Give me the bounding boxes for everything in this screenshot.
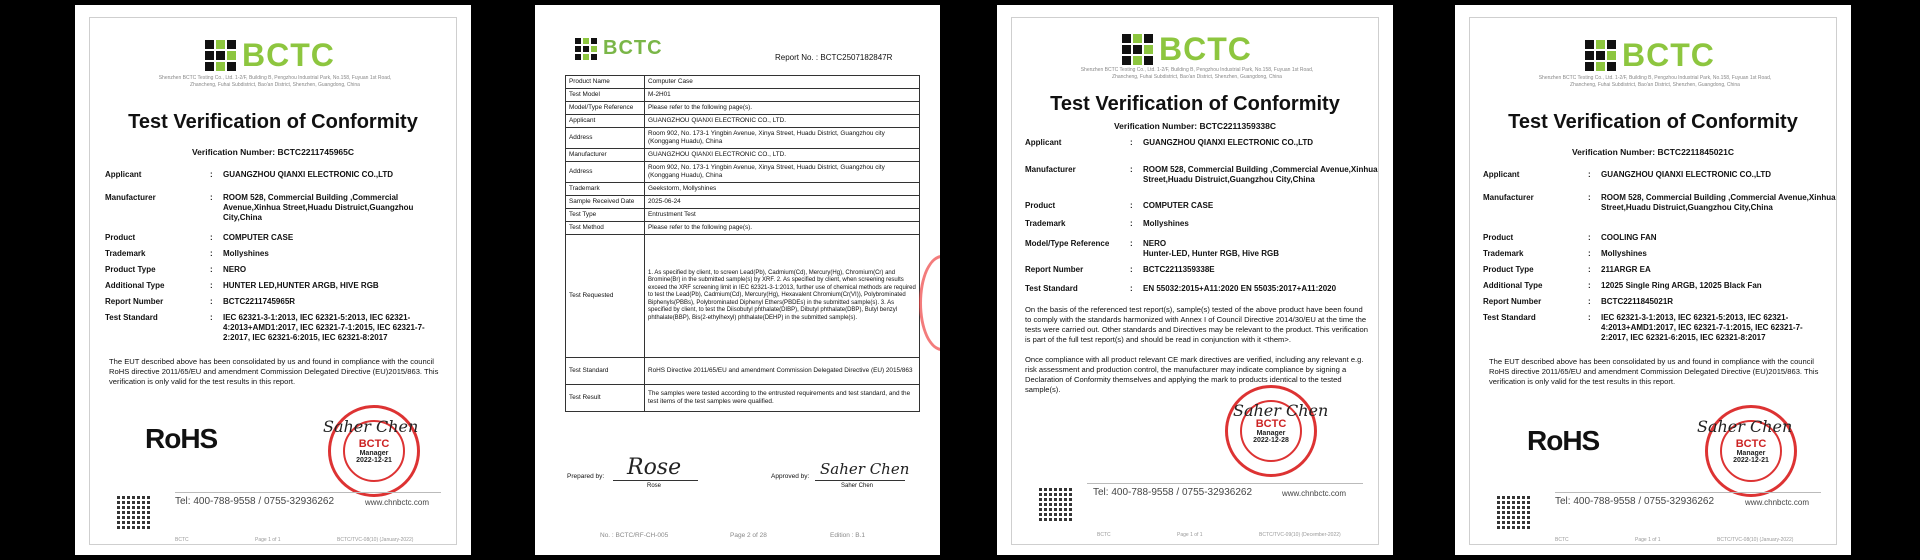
certificate-ce-computer-case: BCTC Shenzhen BCTC Testing Co., Ltd. 1-2/F, Building B, Pengzhou Industrial Park, No.158, Fuyuan 1st Road, Zhancheng, Fuhai Subdistrict, Bao'an District, Shenzhen, Guangdong, China Test Verification of Conformity Verification Number: BCTC2211359338C Applicant : GUANGZHOU QIANXI ELECTRONIC CO.,LTD Manufacturer : ROOM 528, Commercial Building ,Commercial Avenue,Xinhua Street,Huadu Distruict,Guangzhou City,China Product : COMPUTER CASE Trademark : Mollyshines Model/Type Reference : NERO Hunter-LED, Hunter RGB, Hive RGB Report Number : BCTC2211359338E Test Standard : EN 55032:2015+A11:2020 EN 55035:2017+A11:2020 On the basis of the referenced test report(s), sample(s) tested of the above product have been found to comply with the standards harmonized with Annex I of Council Directive 2014/30/EU at the time the tests were carried out. Other standards and Directives may be relevant to the product. This verification is part of the full test report(s) and should be read in conjunction with it <them>. Once compliance with all product relevant CE mark directives are verified, including any relevant e.g. risk assessment and production control, the manufacturer may indicate compliance by signing a Declaration of Conformity themselves and applying the mark to products identical to the tested sample(s). BCTC Manager 2022-12-28 Saher Chen Tel: 400-788-9558 / 0755-32936262 www.chnbctc.com BCTC Page 1 of 1 BCTC/TVC-09(10) (December-2022) bbox=[997, 5, 1393, 555]
field-label: Additional Type bbox=[105, 281, 165, 290]
lab-address: Shenzhen BCTC Testing Co., Ltd. 1-2/F, Building B, Pengzhou Industrial Park, No.158, Fuyuan 1st Road, Zhancheng, Fuhai Subdistrict, Bao'an District, Shenzhen, Guangdong, China bbox=[158, 75, 392, 88]
signature: Saher Chen bbox=[1233, 401, 1329, 420]
report-field-label: Trademark bbox=[566, 183, 645, 196]
footer-divider bbox=[1087, 483, 1363, 484]
report-field-label: Manufacturer bbox=[566, 149, 645, 162]
field-value: NERO Hunter-LED, Hunter RGB, Hive RGB bbox=[1143, 239, 1280, 258]
logo-text: BCTC bbox=[603, 37, 663, 59]
field-label: Trademark bbox=[1025, 219, 1066, 228]
field-label: Report Number bbox=[1025, 265, 1084, 274]
field-value: ROOM 528, Commercial Building ,Commercial Avenue,Xinhua Street,Huadu Distruict,Guangzhou City,China bbox=[223, 193, 414, 222]
report-table-row bbox=[566, 89, 920, 102]
report-field-value: Room 902, No. 173-1 Yingbin Avenue, Xinya Street, Huadu District, Guangzhou city (Konggang Huadu), China bbox=[645, 162, 920, 183]
website: www.chnbctc.com bbox=[1745, 498, 1810, 507]
footer-form-code: BCTC/TVC-08(10) (January-2022) bbox=[1717, 537, 1794, 543]
report-footer-edition: Edition : B.1 bbox=[830, 532, 866, 539]
approved-name: Saher Chen bbox=[841, 483, 874, 489]
report-table-row bbox=[566, 209, 920, 222]
stamp-name: BCTC bbox=[1255, 418, 1287, 430]
report-table-row bbox=[566, 235, 920, 358]
report-field-label: Product Name bbox=[566, 76, 645, 89]
field-value: COMPUTER CASE bbox=[223, 233, 294, 242]
footer-form-code: BCTC/TVC-08(10) (January-2022) bbox=[337, 537, 414, 543]
website: www.chnbctc.com bbox=[365, 498, 430, 507]
field-value: Mollyshines bbox=[1143, 219, 1189, 228]
bctc-logo-icon bbox=[1122, 34, 1153, 65]
certificate-title: Test Verification of Conformity bbox=[128, 111, 418, 133]
report-field-value: Room 902, No. 173-1 Yingbin Avenue, Xinya Street, Huadu District, Guangzhou city (Konggang Huadu), China bbox=[645, 128, 920, 149]
report-table-row bbox=[566, 128, 920, 149]
report-field-label: Address bbox=[566, 128, 645, 149]
contact-telephone: Tel: 400-788-9558 / 0755-32936262 bbox=[1093, 487, 1253, 498]
stamp-role: Manager bbox=[1736, 450, 1766, 457]
report-field-label: Test Model bbox=[566, 89, 645, 102]
stamp-date: 2022-12-21 bbox=[356, 457, 392, 464]
report-field-label: Test Method bbox=[566, 222, 645, 235]
report-field-value: Please refer to the following page(s). bbox=[645, 222, 920, 235]
certificate-title: Test Verification of Conformity bbox=[1508, 111, 1798, 133]
signature: Saher Chen bbox=[323, 417, 419, 436]
footer-left: BCTC bbox=[175, 537, 189, 543]
field-value: BCTC2211845021R bbox=[1601, 297, 1674, 306]
field-label: Additional Type bbox=[1483, 281, 1543, 290]
report-table-row bbox=[566, 385, 920, 412]
field-value: BCTC2211745965R bbox=[223, 297, 296, 306]
compliance-statement: The EUT described above has been consolidated by us and found in compliance with the council RoHS directive 2011/65/EU and amendment Commission Delegated Directive (EU)2015/863. This verification is only valid for the test results in this report. bbox=[109, 357, 439, 386]
report-number: Report No. : BCTC2507182847R bbox=[775, 53, 893, 62]
footer-divider bbox=[175, 492, 441, 493]
field-label: Report Number bbox=[105, 297, 164, 306]
field-label: Product bbox=[1483, 233, 1514, 242]
stamp-role: Manager bbox=[1256, 430, 1286, 437]
report-field-label: Test Standard bbox=[566, 358, 645, 385]
certificate-rohs-cooling-fan: BCTC Shenzhen BCTC Testing Co., Ltd. 1-2/F, Building B, Pengzhou Industrial Park, No.158, Fuyuan 1st Road, Zhancheng, Fuhai Subdistrict, Bao'an District, Shenzhen, Guangdong, China Test Verification of Conformity Verification Number: BCTC2211845021C Applicant : GUANGZHOU QIANXI ELECTRONIC CO.,LTD Manufacturer : ROOM 528, Commercial Building ,Commercial Avenue,Xinhua Street,Huadu Distruict,Guangzhou City,China Product : COOLING FAN Trademark : Mollyshines Product Type : 211ARGR EA Additional Type : 12025 Single Ring ARGB, 12025 Black Fan Report Number : BCTC2211845021R Test Standard : IEC 62321-3-1:2013, IEC 62321-5:2013, IEC 62321-4:2013+AMD1:2017, IEC 62321-7-1:2015, IEC 62321-7-2:2017, IEC 62321-6:2015, IEC 62321-8:2017 The EUT described above has been consolidated by us and found in compliance with the council RoHS directive 2011/65/EU and amendment Commission Delegated Directive (EU)2015/863. This verification is only valid for the test results in this report. RoHS BCTC Manager 2022-12-21 Saher Chen Tel: 400-788-9558 / 0755-32936262 www.chnbctc.com BCTC Page 1 of 1 BCTC/TVC-08(10) (January-2022) bbox=[1455, 5, 1851, 555]
prepared-label: Prepared by: bbox=[567, 473, 605, 480]
field-label: Report Number bbox=[1483, 297, 1542, 306]
field-label: Applicant bbox=[1025, 138, 1062, 147]
report-table-row bbox=[566, 115, 920, 128]
field-label: Manufacturer bbox=[1025, 165, 1076, 174]
contact-telephone: Tel: 400-788-9558 / 0755-32936262 bbox=[1555, 496, 1715, 507]
verification-number: Verification Number: BCTC2211745965C bbox=[191, 147, 355, 157]
report-field-value: Geekstorm, Mollyshines bbox=[645, 183, 920, 196]
field-label: Trademark bbox=[1483, 249, 1524, 258]
report-field-label: Applicant bbox=[566, 115, 645, 128]
field-label: Trademark bbox=[105, 249, 146, 258]
signature: Saher Chen bbox=[1697, 417, 1793, 436]
report-field-label: Address bbox=[566, 162, 645, 183]
field-label: Test Standard bbox=[1483, 313, 1536, 322]
bctc-logo bbox=[205, 37, 335, 74]
bctc-logo bbox=[575, 37, 663, 60]
field-value: GUANGZHOU QIANXI ELECTRONIC CO.,LTD bbox=[223, 170, 394, 179]
field-value: 211ARGR EA bbox=[1601, 265, 1651, 274]
field-value: IEC 62321-3-1:2013, IEC 62321-5:2013, IEC 62321-4:2013+AMD1:2017, IEC 62321-7-1:2015, IEC 62321-7-2:2017, IEC 62321-6:2015, IEC 62321-8:2017 bbox=[223, 313, 425, 342]
compliance-statement: On the basis of the referenced test report(s), sample(s) tested of the above product have been found to comply with the standards harmonized with Annex I of Council Directive 2014/30/EU at the time the tests were carried out. Other standards and Directives may be relevant to the product. This verification is part of the full test report(s) and should be read in conjunction with it <them>. bbox=[1025, 305, 1369, 344]
field-label: Product bbox=[1025, 201, 1056, 210]
field-value: BCTC2211359338E bbox=[1143, 265, 1215, 274]
field-value: IEC 62321-3-1:2013, IEC 62321-5:2013, IEC 62321-4:2013+AMD1:2017, IEC 62321-7-1:2015, IEC 62321-7-2:2017, IEC 62321-6:2015, IEC 62321-8:2017 bbox=[1601, 313, 1803, 342]
field-value: HUNTER LED,HUNTER ARGB, HIVE RGB bbox=[223, 281, 379, 290]
report-table-row bbox=[566, 196, 920, 209]
stamp-name: BCTC bbox=[1735, 438, 1767, 450]
ce-statement: Once compliance with all product relevant CE mark directives are verified, including any relevant e.g. risk assessment and production control, the manufacturer may indicate compliance by signing a Declaration of Conformity themselves and applying the mark to products identical to the tested sample(s). bbox=[1025, 355, 1364, 394]
field-label: Test Standard bbox=[105, 313, 158, 322]
footer-page: Page 1 of 1 bbox=[255, 537, 281, 543]
bctc-logo-icon bbox=[205, 40, 236, 71]
field-value: GUANGZHOU QIANXI ELECTRONIC CO.,LTD bbox=[1143, 138, 1314, 147]
field-label: Product Type bbox=[105, 265, 156, 274]
red-seal-edge bbox=[919, 255, 940, 351]
field-value: 12025 Single Ring ARGB, 12025 Black Fan bbox=[1601, 281, 1762, 290]
bctc-logo bbox=[1122, 31, 1252, 68]
footer-divider bbox=[1555, 492, 1821, 493]
bctc-logo-icon bbox=[575, 38, 597, 60]
report-footer-page: Page 2 of 28 bbox=[730, 532, 767, 539]
field-label: Model/Type Reference bbox=[1025, 239, 1110, 248]
footer-page: Page 1 of 1 bbox=[1635, 537, 1661, 543]
field-value: ROOM 528, Commercial Building ,Commercial Avenue,Xinhua Street,Huadu Distruict,Guangzhou City,China bbox=[1143, 165, 1378, 184]
stamp-date: 2022-12-28 bbox=[1253, 437, 1289, 444]
prepared-name: Rose bbox=[647, 483, 662, 489]
report-field-label: Test Result bbox=[566, 385, 645, 412]
stamp-role: Manager bbox=[359, 450, 389, 457]
contact-telephone: Tel: 400-788-9558 / 0755-32936262 bbox=[175, 496, 335, 507]
field-value: Mollyshines bbox=[1601, 249, 1647, 258]
test-report-page bbox=[535, 5, 940, 555]
logo-text: BCTC bbox=[1622, 37, 1715, 73]
footer-left: BCTC bbox=[1097, 532, 1111, 538]
report-table-row bbox=[566, 358, 920, 385]
field-label: Test Standard bbox=[1025, 284, 1078, 293]
field-value: COMPUTER CASE bbox=[1143, 201, 1214, 210]
field-label: Applicant bbox=[1483, 170, 1520, 179]
rohs-mark: RoHS bbox=[145, 423, 218, 454]
report-field-label: Sample Received Date bbox=[566, 196, 645, 209]
report-table-row bbox=[566, 162, 920, 183]
rohs-mark: RoHS bbox=[1527, 425, 1600, 456]
prepared-line bbox=[613, 480, 698, 481]
qr-code bbox=[1039, 487, 1073, 521]
footer-form-code: BCTC/TVC-09(10) (December-2022) bbox=[1259, 532, 1341, 538]
report-field-value: M-2H01 bbox=[645, 89, 920, 102]
stamp-date: 2022-12-21 bbox=[1733, 457, 1769, 464]
field-value: NERO bbox=[223, 265, 247, 274]
report-field-value: 2025-06-24 bbox=[645, 196, 920, 209]
verification-number: Verification Number: BCTC2211845021C bbox=[1571, 147, 1735, 157]
company-stamp bbox=[1225, 385, 1317, 477]
report-field-value: Computer Case bbox=[645, 76, 920, 89]
report-table-row bbox=[566, 183, 920, 196]
prepared-signature: Rose bbox=[627, 455, 682, 480]
report-footer-no: No. : BCTC/RF-CH-005 bbox=[600, 532, 669, 539]
field-value: Mollyshines bbox=[223, 249, 269, 258]
report-field-value: GUANGZHOU QIANXI ELECTRONIC CO., LTD. bbox=[645, 149, 920, 162]
report-field-value: The samples were tested according to the entrusted requirements and test standard, and the test items of the test samples were qualified. bbox=[645, 385, 920, 412]
field-value: EN 55032:2015+A11:2020 EN 55035:2017+A11:2020 bbox=[1143, 284, 1337, 293]
logo-text: BCTC bbox=[1159, 31, 1252, 67]
verification-number: Verification Number: BCTC2211359338C bbox=[1113, 121, 1277, 131]
report-table-row bbox=[566, 222, 920, 235]
field-label: Product bbox=[105, 233, 136, 242]
compliance-statement: The EUT described above has been consolidated by us and found in compliance with the council RoHS directive 2011/65/EU and amendment Commission Delegated Directive (EU)2015/863. This verification is only valid for the test results in this report. bbox=[1489, 357, 1819, 386]
bctc-logo-icon bbox=[1585, 40, 1616, 71]
certificate-title: Test Verification of Conformity bbox=[1050, 93, 1340, 115]
report-table bbox=[565, 75, 920, 412]
report-field-value: 1. As specified by client, to screen Lead(Pb), Cadmium(Cd), Mercury(Hg), Chromium(Cr) and Bromine(Br) in the submitted sample(s) by XRF. 2. As specified by client, when screening results exceed the XRF screening limit in IEC 62321-3-1:2013, further use of chemical methods are required to test the Lead(Pb), Cadmium(Cd), Mercury(Hg), Hexavalent Chromium(Cr(VI)), Polybrominated Biphenyls(PBBs), Polybrominated Diphenyl Ethers(PBDEs) in the submitted sample(s). 3. As specified by client, to test the Diisobutyl phthalate(DIBP), Dibutyl phthalate(DBP), Butyl benzyl phthalate(BBP), Bis(2-ethylhexyl) phthalate(DEHP) in the submitted sample(s). bbox=[645, 235, 920, 358]
qr-code bbox=[1497, 495, 1531, 529]
field-value: COOLING FAN bbox=[1601, 233, 1657, 242]
report-field-label: Model/Type Reference bbox=[566, 102, 645, 115]
footer-left: BCTC bbox=[1555, 537, 1569, 543]
report-field-value: Entrustment Test bbox=[645, 209, 920, 222]
report-field-label: Test Type bbox=[566, 209, 645, 222]
report-field-label: Test Requested bbox=[566, 235, 645, 358]
logo-text: BCTC bbox=[242, 37, 335, 73]
footer-page: Page 1 of 1 bbox=[1177, 532, 1203, 538]
field-label: Manufacturer bbox=[1483, 193, 1534, 202]
lab-address: Shenzhen BCTC Testing Co., Ltd. 1-2/F, Building B, Pengzhou Industrial Park, No.158, Fuyuan 1st Road, Zhancheng, Fuhai Subdistrict, Bao'an District, Shenzhen, Guangdong, China bbox=[1080, 67, 1314, 80]
report-table-row bbox=[566, 102, 920, 115]
lab-address: Shenzhen BCTC Testing Co., Ltd. 1-2/F, Building B, Pengzhou Industrial Park, No.158, Fuyuan 1st Road, Zhancheng, Fuhai Subdistrict, Bao'an District, Shenzhen, Guangdong, China bbox=[1538, 75, 1772, 88]
field-label: Product Type bbox=[1483, 265, 1534, 274]
report-field-value: Please refer to the following page(s). bbox=[645, 102, 920, 115]
field-value: GUANGZHOU QIANXI ELECTRONIC CO.,LTD bbox=[1601, 170, 1772, 179]
report-field-value: GUANGZHOU QIANXI ELECTRONIC CO., LTD. bbox=[645, 115, 920, 128]
field-label: Manufacturer bbox=[105, 193, 156, 202]
report-field-value: RoHS Directive 2011/65/EU and amendment Commission Delegated Directive (EU) 2015/863 bbox=[645, 358, 920, 385]
approved-label: Approved by: bbox=[771, 473, 810, 480]
report-table-row bbox=[566, 76, 920, 89]
website: www.chnbctc.com bbox=[1282, 489, 1347, 498]
qr-code bbox=[117, 495, 151, 529]
certificate-rohs-computer-case: BCTC Shenzhen BCTC Testing Co., Ltd. 1-2/F, Building B, Pengzhou Industrial Park, No.158, Fuyuan 1st Road, Zhancheng, Fuhai Subdistrict, Bao'an District, Shenzhen, Guangdong, China Test Verification of Conformity Verification Number: BCTC2211745965C Applicant : GUANGZHOU QIANXI ELECTRONIC CO.,LTD Manufacturer : ROOM 528, Commercial Building ,Commercial Avenue,Xinhua Street,Huadu Distruict,Guangzhou City,China Product : COMPUTER CASE Trademark : Mollyshines Product Type : NERO Additional Type : HUNTER LED,HUNTER ARGB, HIVE RGB Report Number : BCTC2211745965R Test Standard : IEC 62321-3-1:2013, IEC 62321-5:2013, IEC 62321-4:2013+AMD1:2017, IEC 62321-7-1:2015, IEC 62321-7-2:2017, IEC 62321-6:2015, IEC 62321-8:2017 The EUT described above has been consolidated by us and found in compliance with the council RoHS directive 2011/65/EU and amendment Commission Delegated Directive (EU)2015/863. This verification is only valid for the test results in this report. RoHS BCTC Manager 2022-12-21 Saher Chen Tel: 400-788-9558 / 0755-32936262 www.chnbctc.com BCTC Page 1 of 1 BCTC/TVC-08(10) (January-2022) bbox=[75, 5, 471, 555]
approved-signature: Saher Chen bbox=[820, 460, 910, 478]
approved-line bbox=[815, 480, 905, 481]
bctc-logo bbox=[1585, 37, 1715, 74]
stamp-name: BCTC bbox=[358, 438, 390, 450]
report-table-row bbox=[566, 149, 920, 162]
field-label: Applicant bbox=[105, 170, 142, 179]
field-value: ROOM 528, Commercial Building ,Commercial Avenue,Xinhua Street,Huadu Distruict,Guangzhou City,China bbox=[1601, 193, 1836, 212]
